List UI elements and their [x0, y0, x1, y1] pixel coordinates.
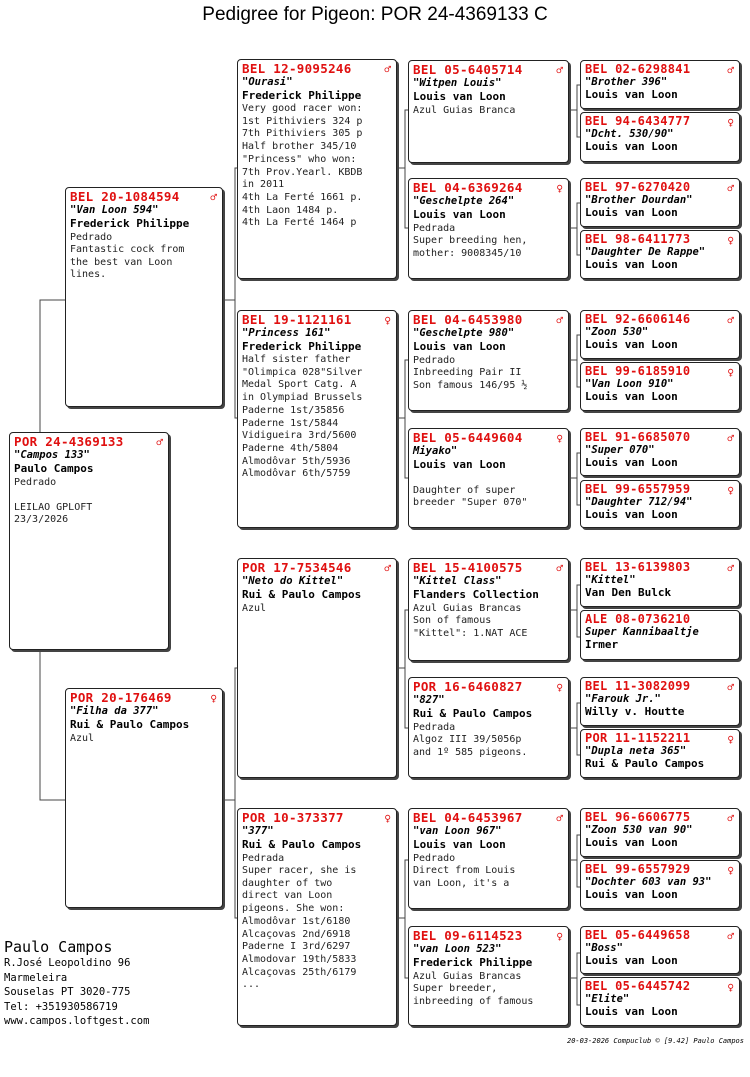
female-icon: ♀: [727, 116, 734, 129]
breeder: Louis van Loon: [585, 954, 678, 967]
pigeon-card-g10[interactable]: [580, 610, 740, 660]
pigeon-name: "Ourasi": [242, 76, 293, 88]
male-icon: ♂: [727, 182, 734, 195]
color: Azul: [70, 733, 95, 744]
pigeon-name: "Zoon 530 van 90": [585, 824, 693, 836]
pigeon-name: "Van Loon 910": [585, 378, 674, 390]
female-icon: ♀: [727, 981, 734, 994]
owner-info: [4, 938, 149, 1029]
pigeon-name: "Elite": [585, 993, 630, 1005]
ring-number: BEL 97-6270420: [585, 180, 691, 194]
breeder: Louis van Loon: [585, 88, 678, 101]
pigeon-card-g7[interactable]: [580, 428, 740, 476]
ring-number: BEL 98-6411773: [585, 232, 691, 246]
breeder: Louis van Loon: [585, 390, 678, 403]
breeder: Rui & Paulo Campos: [585, 757, 705, 770]
pigeon-name: "Princess 161": [242, 327, 331, 339]
pigeon-card-g16[interactable]: [580, 977, 740, 1026]
footer-credit: 20-03-2026 Compuclub © [9.42] Paulo Campos: [566, 1037, 744, 1045]
pigeon-name: "Witpen Louis": [413, 77, 502, 89]
breeder: Rui & Paulo Campos: [242, 588, 362, 601]
male-icon: ♂: [156, 436, 163, 449]
female-icon: ♀: [384, 314, 391, 327]
breeder: Paulo Campos: [14, 462, 94, 475]
ring-number: BEL 09-6114523: [413, 928, 523, 943]
pigeon-card-dam-dam[interactable]: [237, 808, 397, 1026]
pigeon-card-subject[interactable]: [9, 432, 169, 650]
male-icon: ♂: [384, 562, 391, 575]
pigeon-name: "van Loon 967": [413, 825, 502, 837]
color: Pedrada: [242, 853, 285, 864]
breeder: Louis van Loon: [413, 838, 506, 851]
breeder: Frederick Philippe: [242, 340, 362, 353]
ring-number: BEL 94-6434777: [585, 114, 691, 128]
breeder: Louis van Loon: [585, 258, 678, 271]
pigeon-name: "Farouk Jr.": [585, 693, 661, 705]
pigeon-card-dsd[interactable]: [408, 677, 569, 778]
pigeon-card-g13[interactable]: [580, 808, 740, 857]
notes: Fantastic cock from the best van Loon lines.: [70, 244, 185, 281]
owner-website[interactable]: www.campos.loftgest.com: [4, 1015, 150, 1027]
breeder: Louis van Loon: [585, 206, 678, 219]
color: Pedrado: [413, 853, 456, 864]
female-icon: ♀: [727, 733, 734, 746]
pigeon-name: "Geschelpte 264": [413, 195, 515, 207]
breeder: Irmer: [585, 638, 619, 651]
pigeon-name: "Filha da 377": [70, 705, 159, 717]
ring-number: BEL 04-6369264: [413, 180, 523, 195]
ring-number: POR 20-176469: [70, 690, 172, 705]
notes: Algoz III 39/5056p and 1º 585 pigeons.: [413, 734, 528, 758]
female-icon: ♀: [727, 234, 734, 247]
pigeon-name: "Daughter De Rappe": [585, 246, 706, 258]
pigeon-card-sss[interactable]: [408, 60, 569, 163]
notes: Daughter of super breeder "Super 070": [413, 484, 528, 509]
ring-number: BEL 02-6298841: [585, 62, 691, 76]
ring-number: BEL 05-6449658: [585, 928, 691, 942]
color: Azul Guias Brancas: [413, 971, 522, 982]
male-icon: ♂: [384, 63, 391, 76]
pigeon-name: "377": [242, 825, 274, 837]
ring-number: BEL 15-4100575: [413, 560, 523, 575]
pigeon-card-sire[interactable]: [65, 187, 223, 407]
male-icon: ♂: [556, 562, 563, 575]
ring-number: POR 11-1152211: [585, 731, 691, 745]
breeder: Louis van Loon: [585, 140, 678, 153]
female-icon: ♀: [556, 432, 563, 445]
pigeon-card-g2[interactable]: [580, 112, 740, 162]
pigeon-name: "Kittel Class": [413, 575, 502, 587]
ring-number: BEL 11-3082099: [585, 679, 691, 693]
breeder: Flanders Collection: [413, 588, 539, 601]
color: Azul: [242, 603, 267, 614]
breeder: Rui & Paulo Campos: [70, 718, 190, 731]
female-icon: ♀: [210, 692, 217, 705]
ring-number: ALE 08-0736210: [585, 612, 691, 626]
male-icon: ♂: [727, 562, 734, 575]
ring-number: BEL 04-6453967: [413, 810, 523, 825]
pigeon-name: "Dcht. 530/90": [585, 128, 674, 140]
pigeon-name: Miyako": [413, 445, 458, 457]
pigeon-card-sire-sire[interactable]: [237, 59, 397, 279]
ring-number: BEL 20-1084594: [70, 189, 180, 204]
pigeon-name: "Campos 133": [14, 449, 90, 461]
notes: Inbreeding Pair II Son famous 146/95 ½: [413, 367, 528, 391]
color: Pedrado: [413, 355, 456, 366]
pigeon-name: Super Kannibaaltje: [585, 626, 699, 638]
breeder: Louis van Loon: [585, 888, 678, 901]
ring-number: BEL 04-6453980: [413, 312, 523, 327]
color: Pedrado: [14, 477, 57, 488]
pigeon-name: "Super 070": [585, 444, 655, 456]
color: Azul Guias Brancas: [413, 603, 522, 614]
male-icon: ♂: [556, 314, 563, 327]
pigeon-card-dam-sire[interactable]: [237, 558, 397, 778]
ring-number: BEL 05-6445742: [585, 979, 691, 993]
owner-address-line: Marmeleira: [4, 971, 68, 984]
ring-number: POR 10-373377: [242, 810, 344, 825]
pigeon-card-g11[interactable]: [580, 677, 740, 726]
pigeon-card-g3[interactable]: [580, 178, 740, 227]
notes: Half sister father "Olimpica 028"Silver Medal Sport Catg. A in Olympiad Brussels Paderne 1st/35856 Paderne 1st/5844 Vidigueira 3rd/5600 Paderne 4th/5804 Almodôvar 5th/5936 Almodôvar 6th/5759: [242, 354, 363, 480]
pigeon-card-dam[interactable]: [65, 688, 223, 908]
male-icon: ♂: [210, 191, 217, 204]
pigeon-name: "Kittel": [585, 574, 636, 586]
ring-number: BEL 92-6606146: [585, 312, 691, 326]
ring-number: BEL 99-6557959: [585, 482, 691, 496]
pigeon-card-g14[interactable]: [580, 860, 740, 909]
pigeon-name: "Neto do Kittel": [242, 575, 344, 587]
pigeon-card-g12[interactable]: [580, 729, 740, 778]
notes: Son of famous "Kittel": 1.NAT ACE: [413, 615, 528, 639]
color: Azul Guias Branca: [413, 105, 516, 116]
male-icon: ♂: [727, 432, 734, 445]
pigeon-card-g5[interactable]: [580, 310, 740, 359]
owner-address-line: R.José Leopoldino 96: [4, 957, 131, 969]
female-icon: ♀: [556, 930, 563, 943]
breeder: Louis van Loon: [413, 90, 506, 103]
male-icon: ♂: [727, 681, 734, 694]
ring-number: POR 24-4369133: [14, 434, 124, 449]
pigeon-card-g15[interactable]: [580, 926, 740, 974]
male-icon: ♂: [556, 812, 563, 825]
breeder: Frederick Philippe: [70, 217, 190, 230]
color: Pedrada: [413, 223, 456, 234]
female-icon: ♀: [727, 864, 734, 877]
pigeon-name: "Dupla neta 365": [585, 745, 687, 757]
breeder: Rui & Paulo Campos: [242, 838, 362, 851]
page-title: Pedigree for Pigeon: POR 24-4369133 C: [202, 4, 548, 25]
ring-number: BEL 05-6449604: [413, 430, 523, 445]
ring-number: BEL 91-6685070: [585, 430, 691, 444]
owner-phone: Tel: +351930586719: [4, 1000, 118, 1013]
female-icon: ♀: [727, 366, 734, 379]
pigeon-card-g6[interactable]: [580, 362, 740, 411]
color: Pedrado: [70, 232, 113, 243]
ring-number: BEL 05-6405714: [413, 62, 523, 77]
male-icon: ♂: [727, 930, 734, 943]
pigeon-card-g1[interactable]: [580, 60, 740, 109]
breeder: Louis van Loon: [585, 1005, 678, 1018]
breeder: Louis van Loon: [413, 208, 506, 221]
color: Pedrada: [413, 722, 456, 733]
female-icon: ♀: [727, 484, 734, 497]
breeder: Louis van Loon: [585, 456, 678, 469]
ring-number: BEL 96-6606775: [585, 810, 691, 824]
female-icon: ♀: [556, 681, 563, 694]
pigeon-name: "Daughter 712/94": [585, 496, 693, 508]
breeder: Frederick Philippe: [242, 89, 362, 102]
male-icon: ♂: [727, 64, 734, 77]
ring-number: BEL 13-6139803: [585, 560, 691, 574]
ring-number: BEL 99-6557929: [585, 862, 691, 876]
notes: Super breeding hen, mother: 9008345/10: [413, 235, 528, 259]
notes: Direct from Louis van Loon, it's a: [413, 865, 516, 889]
pigeon-card-ssd[interactable]: [408, 178, 569, 279]
notes: LEILAO GPLOFT 23/3/2026: [14, 501, 93, 526]
pigeon-name: "Boss": [585, 942, 623, 954]
breeder: Louis van Loon: [585, 508, 678, 521]
breeder: Louis van Loon: [585, 338, 678, 351]
pigeon-card-ddd[interactable]: [408, 926, 569, 1026]
pigeon-name: "Geschelpte 980": [413, 327, 515, 339]
owner-name: Paulo Campos: [4, 938, 113, 956]
breeder: Louis van Loon: [585, 836, 678, 849]
pigeon-name: "van Loon 523": [413, 943, 502, 955]
pigeon-name: "827": [413, 694, 445, 706]
breeder: Van Den Bulck: [585, 586, 672, 599]
ring-number: POR 17-7534546: [242, 560, 352, 575]
pigeon-name: "Van Loon 594": [70, 204, 159, 216]
breeder: Louis van Loon: [413, 340, 506, 353]
male-icon: ♂: [556, 64, 563, 77]
male-icon: ♂: [727, 314, 734, 327]
breeder: Rui & Paulo Campos: [413, 707, 533, 720]
owner-address-line: Souselas PT 3020-775: [4, 986, 131, 998]
notes: Super racer, she is daughter of two direct van Loon pigeons. She won: Almodôvar 1st/6180 Alcaçovas 2nd/6918 Paderne I 3rd/6297 Almodovar 19th/5833 Alcaçovas 25th/6179 ...: [242, 865, 357, 991]
pigeon-card-dds[interactable]: [408, 808, 569, 909]
ring-number: BEL 12-9095246: [242, 61, 352, 76]
breeder: Louis van Loon: [413, 458, 506, 471]
pigeon-card-g8[interactable]: [580, 480, 740, 528]
pigeon-name: "Zoon 530": [585, 326, 649, 338]
notes: Very good racer won: 1st Pithiviers 324 p 7th Pithiviers 305 p Half brother 345/10 "Princess" who won: 7th Prov.Yearl. KBDB in 2011 4th La Ferté 1661 p. 4th Laon 1484 p. 4th La Ferté 1464 p: [242, 103, 363, 229]
ring-number: BEL 99-6185910: [585, 364, 691, 378]
ring-number: BEL 19-1121161: [242, 312, 352, 327]
pigeon-card-g9[interactable]: [580, 558, 740, 607]
pigeon-card-sds[interactable]: [408, 310, 569, 411]
female-icon: ♀: [384, 812, 391, 825]
pigeon-name: "Brother Dourdan": [585, 194, 693, 206]
pigeon-card-g4[interactable]: [580, 230, 740, 279]
pigeon-card-sdd[interactable]: [408, 428, 569, 528]
pigeon-name: "Brother 396": [585, 76, 668, 88]
breeder: Willy v. Houtte: [585, 705, 685, 718]
female-icon: ♀: [556, 182, 563, 195]
pigeon-card-sire-dam[interactable]: [237, 310, 397, 528]
notes: Super breeder, inbreeding of famous: [413, 983, 534, 1007]
ring-number: POR 16-6460827: [413, 679, 523, 694]
pigeon-name: "Dochter 603 van 93": [585, 876, 712, 888]
pigeon-card-dss[interactable]: [408, 558, 569, 661]
breeder: Frederick Philippe: [413, 956, 533, 969]
male-icon: ♂: [727, 812, 734, 825]
